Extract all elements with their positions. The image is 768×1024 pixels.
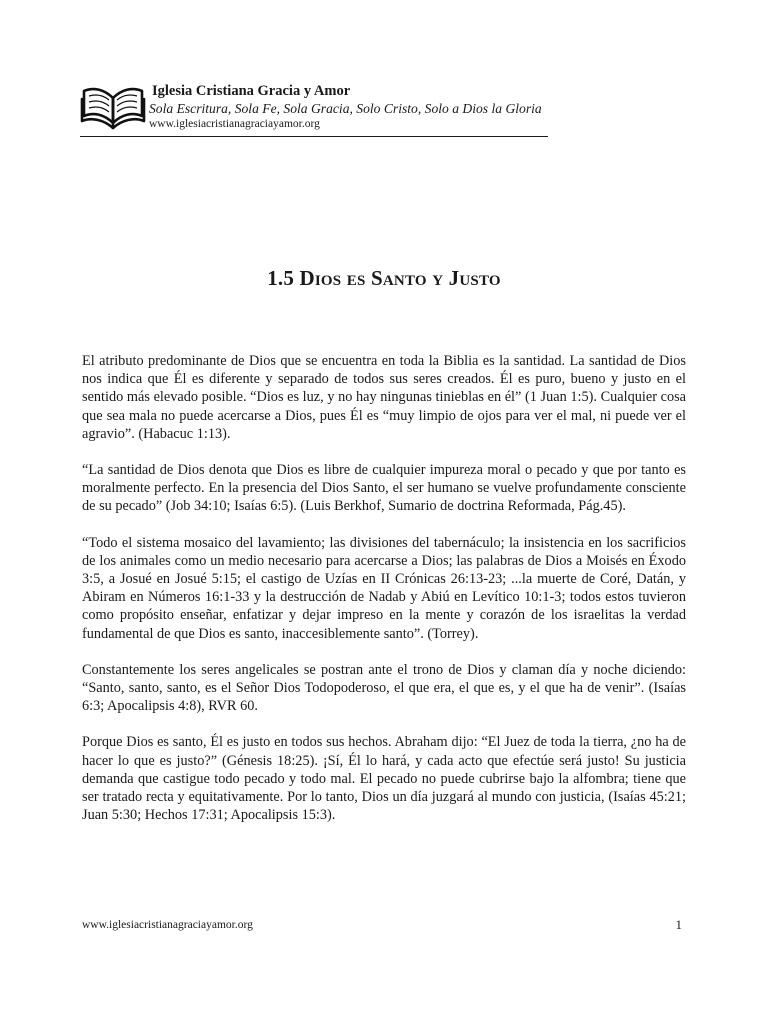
document-body	[82, 352, 686, 842]
organization-motto: Sola Escritura, Sola Fe, Sola Gracia, Solo Cristo, Solo a Dios la Gloria	[149, 101, 542, 116]
organization-name: Iglesia Cristiana Gracia y Amor	[152, 83, 351, 99]
paragraph: “Todo el sistema mosaico del lavamiento; las divisiones del tabernáculo; la insistencia en los sacrificios de los animales como un medio necesario para acercarse a Dios; las palabras de Dios a Moisés en Éxodo 3:5, a Josué en Josué 5:15; el castigo de Uzías en II Crónicas 26:13-23; ...la muerte de Coré, Datán, y Abiram en Números 16:1-33 y la destrucción de Nadab y Abiú en Levítico 10:1-3; todos estos tuvieron como propósito enseñar, enfatizar y dejar impreso en la mente y corazón de los israelitas la verdad fundamental de que Dios es santo, inaccesiblemente santo”. (Torrey).	[82, 534, 686, 642]
page-number: 1	[675, 917, 682, 932]
footer-website: www.iglesiacristianagraciayamor.org	[82, 919, 253, 931]
open-bible-icon	[80, 82, 146, 132]
paragraph: Constantemente los seres angelicales se postran ante el trono de Dios y claman día y noche diciendo: “Santo, santo, santo, es el Señor Dios Todopoderoso, el que era, el que es, y el que ha de venir”. (Isaías 6:3; Apocalipsis 4:8), RVR 60.	[82, 661, 686, 715]
paragraph: “La santidad de Dios denota que Dios es libre de cualquier impureza moral o pecado y que por tanto es moralmente perfecto. En la presencia del Dios Santo, el ser humano se vuelve profundamente consciente de su pecado” (Job 34:10; Isaías 6:5). (Luis Berkhof, Sumario de doctrina Reformada, Pág.45).	[82, 462, 686, 515]
paragraph: Porque Dios es santo, Él es justo en todos sus hechos. Abraham dijo: “El Juez de toda la tierra, ¿no ha de hacer lo que es justo?” (Génesis 18:25). ¡Sí, Él lo hará, y cada acto que efectúe será justo! Su justicia demanda que castigue todo pecado y todo mal. El pecado no puede cubrirse bajo la alfombra; tiene que ser tratado recta y equitativamente. Por lo tanto, Dios un día juzgará al mundo con justicia, (Isaías 45:21; Juan 5:30; Hechos 17:31; Apocalipsis 15:3).	[82, 734, 686, 824]
paragraph: El atributo predominante de Dios que se encuentra en toda la Biblia es la santidad. La santidad de Dios nos indica que Él es diferente y separado de todos sus seres creados. Él es puro, bueno y justo en el sentido más elevado posible. “Dios es luz, y no hay ningunas tinieblas en él” (1 Juan 1:5). Cualquier cosa que sea mala no puede acercarse a Dios, pues Él es “muy limpio de ojos para ver el mal, ni puede ver el agravio”. (Habacuc 1:13).	[82, 353, 686, 442]
header-website: www.iglesiacristianagraciayamor.org	[149, 118, 320, 130]
page-title: 1.5 Dios es Santo y Justo	[267, 266, 501, 290]
page-header	[80, 80, 548, 137]
